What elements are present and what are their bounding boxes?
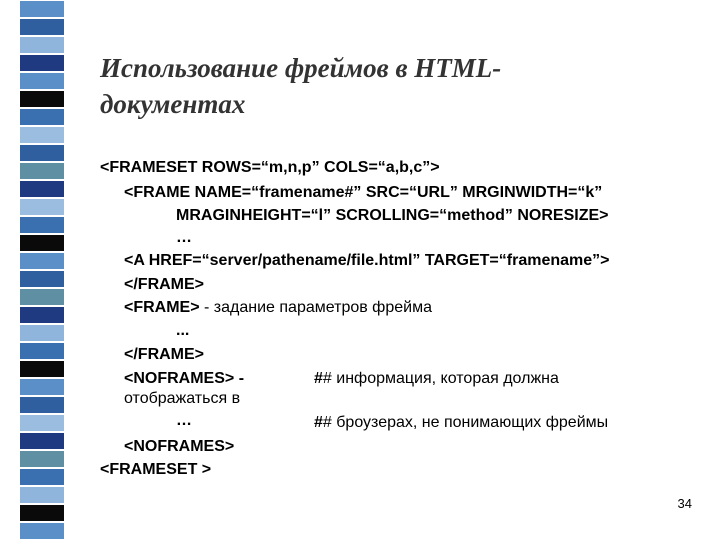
strip-square [20, 180, 64, 198]
code-line-ellipsis-2: … [176, 412, 192, 429]
strip-square [20, 54, 64, 72]
strip-square [20, 72, 64, 90]
strip-square [20, 108, 64, 126]
strip-square [20, 288, 64, 306]
code-line-frame-name: <FRAME NAME=“framename#” SRC=“URL” MRGINWIDTH=“k” [124, 184, 603, 201]
strip-square [20, 270, 64, 288]
strip-square [20, 198, 64, 216]
strip-square [20, 468, 64, 486]
strip-square [20, 378, 64, 396]
code-line-frame-close-2: </FRAME> [124, 346, 205, 363]
strip-square [20, 0, 64, 18]
strip-square [20, 306, 64, 324]
code-line-noframes: <NOFRAMES> - [124, 370, 245, 387]
code-line-anchor: <A HREF=“server/pathename/file.html” TARGET=“framename”> [124, 252, 610, 269]
strip-square [20, 396, 64, 414]
strip-square [20, 324, 64, 342]
strip-square [20, 342, 64, 360]
strip-square [20, 18, 64, 36]
strip-square [20, 162, 64, 180]
strip-square [20, 36, 64, 54]
strip-square [20, 252, 64, 270]
strip-square [20, 90, 64, 108]
strip-square [20, 504, 64, 522]
strip-square [20, 234, 64, 252]
page-number: 34 [677, 496, 692, 511]
strip-square [20, 144, 64, 162]
strip-square [20, 126, 64, 144]
code-line-frameset-open: <FRAMESET ROWS=“m,n,p” COLS=“a,b,c”> [100, 159, 440, 176]
code-line-noframes-close: <NOFRAMES> [124, 438, 235, 455]
strip-square [20, 414, 64, 432]
code-line-ellipsis: … [176, 229, 192, 246]
code-comment-browsers: ## броузерах, не понимающих фреймы [314, 414, 609, 431]
strip-square [20, 522, 64, 540]
code-line-displayed-in: отображаться в [124, 390, 241, 407]
code-comment-info: ## информация, которая должна [314, 370, 559, 387]
code-line-frame-close: </FRAME> [124, 276, 205, 293]
code-line-frameset-close: <FRAMESET > [100, 461, 212, 478]
code-line-frame-description: <FRAME> - задание параметров фрейма [124, 299, 432, 316]
decorative-square-strip [20, 0, 64, 540]
strip-square [20, 216, 64, 234]
code-line-dots: ... [176, 322, 190, 339]
strip-square [20, 360, 64, 378]
slide-title: Использование фреймов в HTML-документах [100, 53, 502, 119]
strip-square [20, 486, 64, 504]
code-line-frame-attributes: MRAGINHEIGHT=“l” SCROLLING=“method” NORESIZE> [176, 207, 609, 224]
strip-square [20, 432, 64, 450]
strip-square [20, 450, 64, 468]
